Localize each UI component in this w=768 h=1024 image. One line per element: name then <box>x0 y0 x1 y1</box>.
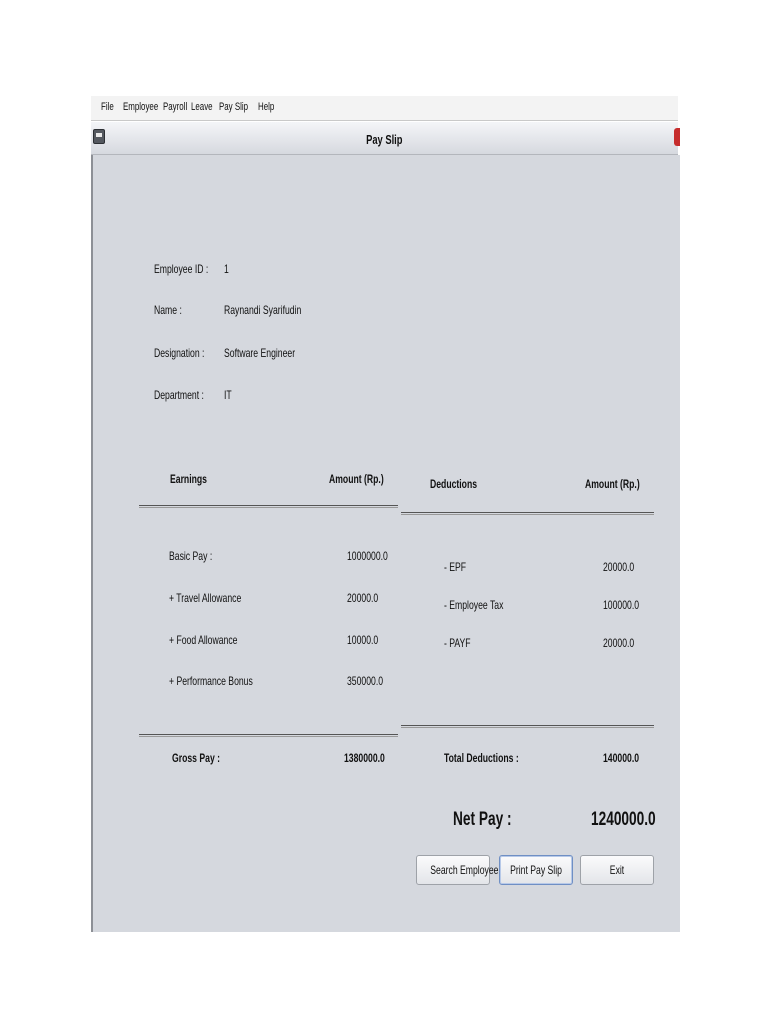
employee-id-label: Employee ID : <box>154 262 209 276</box>
earning-row-label: + Performance Bonus <box>169 674 253 688</box>
earning-row-value: 350000.0 <box>347 674 384 688</box>
designation-label: Designation : <box>154 346 205 360</box>
department-label: Department : <box>154 388 204 402</box>
employee-id-value: 1 <box>224 262 229 276</box>
department-value: IT <box>224 388 232 402</box>
earnings-header-divider <box>139 505 398 508</box>
earning-row-label: Basic Pay : <box>169 549 213 563</box>
earnings-amount-header: Amount (Rp.) <box>329 472 384 486</box>
menu-file[interactable]: File <box>101 101 114 113</box>
deductions-header: Deductions <box>430 477 478 491</box>
total-deductions-value: 140000.0 <box>603 751 640 765</box>
menu-bar <box>91 96 678 121</box>
search-employee-button[interactable]: Search Employee <box>416 855 490 885</box>
net-pay-label: Net Pay : <box>453 809 512 830</box>
earning-row-value: 10000.0 <box>347 633 379 647</box>
menu-payroll[interactable]: Payroll <box>163 101 188 113</box>
menu-employee[interactable]: Employee <box>123 101 159 113</box>
print-pay-slip-button[interactable]: Print Pay Slip <box>499 855 573 885</box>
deductions-amount-header: Amount (Rp.) <box>585 477 640 491</box>
deduction-row-label: - EPF <box>444 560 467 574</box>
menu-help[interactable]: Help <box>258 101 275 113</box>
deduction-row-value: 20000.0 <box>603 636 635 650</box>
earning-row-value: 20000.0 <box>347 591 379 605</box>
designation-value: Software Engineer <box>224 346 296 360</box>
earnings-total-divider <box>139 734 398 737</box>
menu-pay-slip[interactable]: Pay Slip <box>219 101 249 113</box>
deductions-total-divider <box>401 725 654 728</box>
deduction-row-value: 100000.0 <box>603 598 640 612</box>
window-title: Pay Slip <box>366 132 403 147</box>
close-icon[interactable] <box>674 128 680 146</box>
deduction-row-value: 20000.0 <box>603 560 635 574</box>
name-label: Name : <box>154 303 182 317</box>
gross-pay-value: 1380000.0 <box>344 751 385 765</box>
name-value: Raynandi Syarifudin <box>224 303 302 317</box>
earning-row-label: + Travel Allowance <box>169 591 242 605</box>
deduction-row-label: - Employee Tax <box>444 598 504 612</box>
menu-leave[interactable]: Leave <box>191 101 213 113</box>
gross-pay-label: Gross Pay : <box>172 751 221 765</box>
total-deductions-label: Total Deductions : <box>444 751 519 765</box>
deductions-header-divider <box>401 512 654 515</box>
net-pay-value: 1240000.0 <box>591 809 656 830</box>
pay-slip-panel <box>91 155 680 932</box>
earning-row-value: 1000000.0 <box>347 549 388 563</box>
earning-row-label: + Food Allowance <box>169 633 238 647</box>
window-title-bar <box>91 122 678 155</box>
earnings-header: Earnings <box>170 472 207 486</box>
exit-button[interactable]: Exit <box>580 855 654 885</box>
deduction-row-label: - PAYF <box>444 636 471 650</box>
